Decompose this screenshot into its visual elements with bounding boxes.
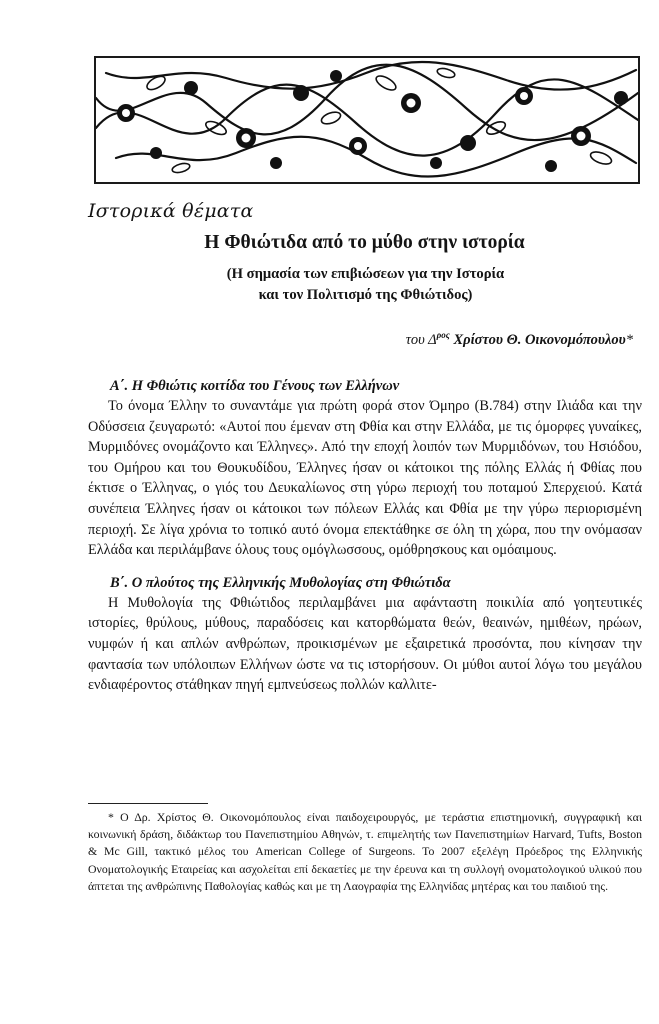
- footnote-mark: *: [625, 331, 633, 348]
- author-footnote: * Ο Δρ. Χρίστος Θ. Οικονομόπουλος είναι παιδοχειρουργός, με τεράστια επιστημονική, συγγραφική και κοινωνική δράση, διδάκτωρ του Πανεπιστημίου Αθηνών, τ. επιμελητής των Πανεπιστημίων Harvard, Tufts, Boston & Mc Gill, τακτικό μέλος του American College of Surgeons. Το 2007 εξελέγη Πρόεδρος της Ελληνικής Ονοματολογικής Εταιρείας και ασχολείται επί δεκαετίες με την έρευνα και τη συλλογή ονοματολογικού υλικού που άπτεται της ανθρώπινης Παθολογίας καθώς και με τη Λαογραφία της Ελληνίδας μητέρας και του παιδιού της.: [88, 810, 642, 893]
- section-a-heading: Α΄. Η Φθιώτις κοιτίδα του Γένους των Ελλήνων: [110, 378, 400, 394]
- author-byline: [406, 330, 633, 349]
- section-b-heading: Β΄. Ο πλούτος της Ελληνικής Μυθολογίας στη Φθιώτιδα: [110, 574, 451, 591]
- section-category: Ιστορικά θέματα: [88, 200, 254, 222]
- floral-ornament-image: [96, 58, 638, 182]
- article-subtitle: [0, 264, 659, 306]
- subtitle-line-2: και τον Πολιτισμό της Φθιώτιδος): [258, 287, 473, 303]
- floral-ornament-banner: [94, 56, 640, 184]
- byline-prefix: του Δ: [405, 331, 437, 348]
- article-body: [88, 376, 642, 696]
- author-name: Χρίστου Θ. Οικονομόπουλου: [453, 331, 626, 348]
- section-b-paragraph: Η Μυθολογία της Φθιώτιδος περιλαμβάνει μια αφάνταστη ποικιλία από γοητευτικές ιστορίες, θρύλους, μύθους, παραδόσεις και κατορθώματα θεών, θεαινών, ημιθέων, ηρώων, νυμφών ή και απλών ανθρώπων, προικισμένων με εξαιρετικά προσόντα, που κίνησαν την φαντασία των υπόλοιπων Ελλήνων ώστε να τις ιστορήσουν. Οι μύθοι αυτοί λόγω του μεγάλου ενδιαφέροντος στάθηκαν πηγή εμπνεύσεως πολλών καλλιτε-: [88, 594, 642, 694]
- footnote-divider: [88, 803, 208, 804]
- article-title: Η Φθιώτιδα από το μύθο στην ιστορία: [204, 232, 525, 253]
- subtitle-line-1: (Η σημασία των επιβιώσεων για την Ιστορία: [226, 266, 505, 282]
- section-a-paragraph: Το όνομα Έλλην το συναντάμε για πρώτη φορά στον Όμηρο (Β.784) στην Ιλιάδα και την Οδύσσεια ζευγαρωτό: «Αυτοί που έμεναν στη Φθία και στην Ελλάδα, με τις όμορφες γυναίκες, Μυρμιδόνες ονομάζοντο και Έλληνες». Από την εποχή λοιπόν των Μυρμιδόνων, του Ησιόδου, του Ομήρου και του Θουκυδίδου, Έλληνες ήσαν οι κάτοικοι της πόλης Ελλάς ή Φθίας που έκτισε ο Έλληνας, ο γιός του Δευκαλίωνος στη γύρω περιοχή του ποταμού Σπερχειού. Κατά συνέπεια Έλληνες ήσαν οι κάτοικοι των πόλεων Ελλάς και Φθία με την γύρω περιορισμένη περιοχή. Σε λίγα χρόνια το τοπικό αυτό όνομα επεκτάθηκε σε όλη τη χώρα, που την ονόμασαν Ελλάδα και περιλάμβανε όλους τους ομόγλωσσους, ομόθρησκους και ομόαιμους.: [88, 398, 642, 559]
- byline-superscript: ρος: [436, 330, 450, 340]
